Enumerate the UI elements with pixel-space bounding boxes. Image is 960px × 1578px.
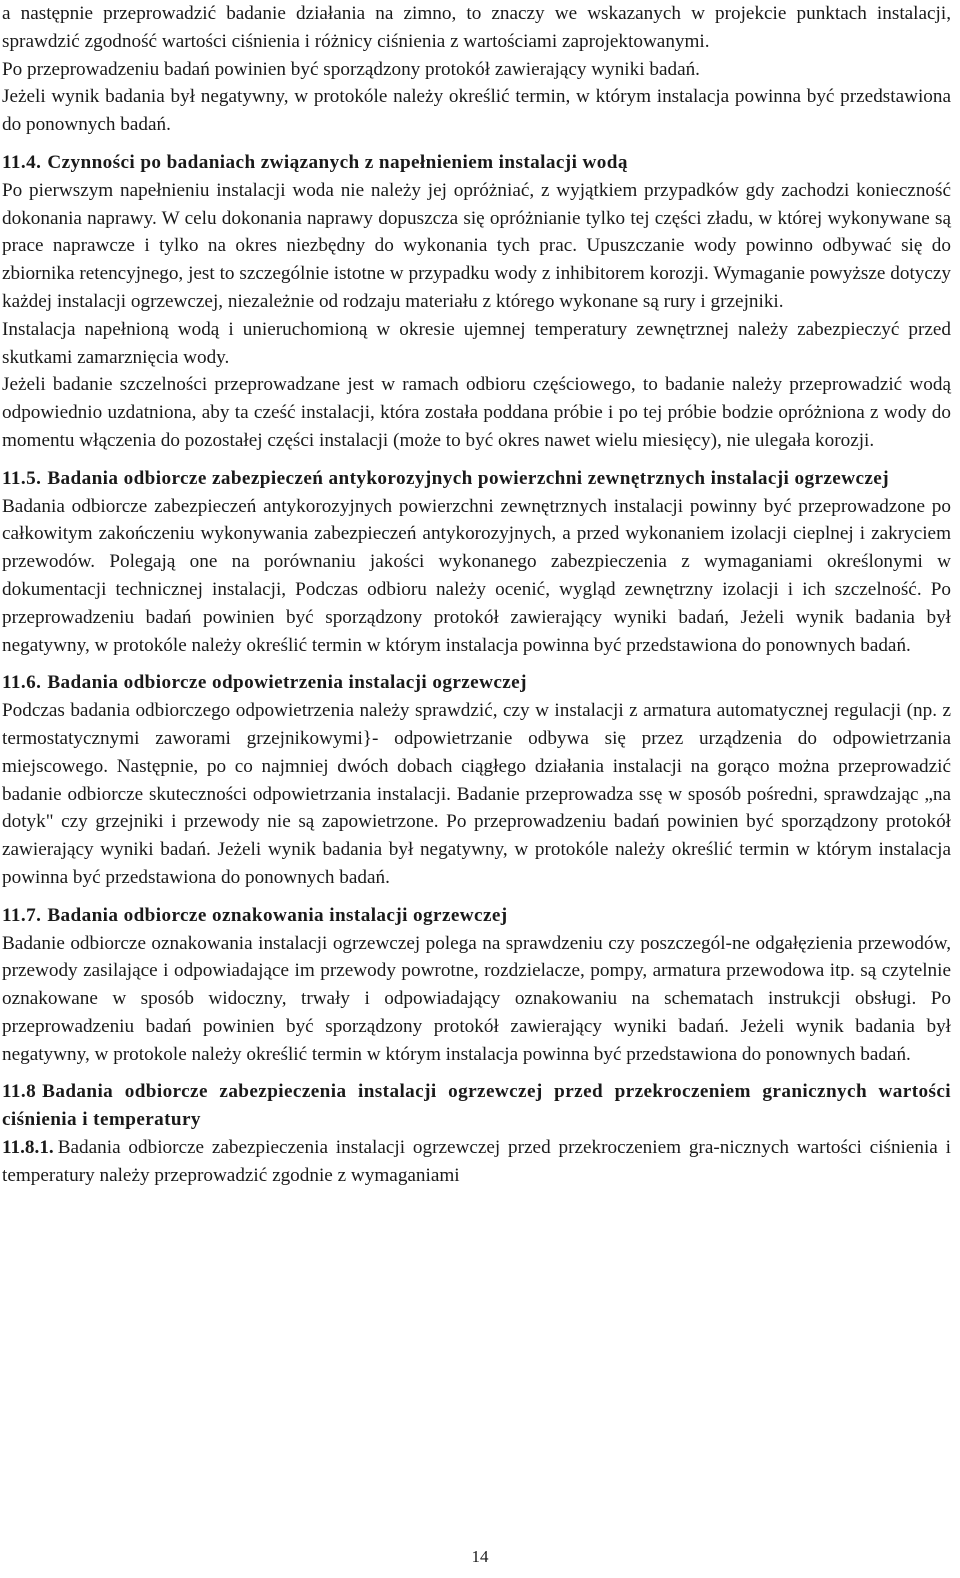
paragraph: Badanie odbiorcze oznakowania instalacji ogrzewczej polega na sprawdzeniu czy poszczegól-ne odgałęzienia przewodów, przewody zasilające i odpowiadające im przewody powrotne, rozdzielacze, pompy, armatura przewodowa itp. są czytelnie oznakowane w sposób widoczny, trwały i odpowiadający oznakowaniu na schematach instrukcji obsługi. Po przeprowadzeniu badań powinien być sporządzony protokół zawierający wyniki badań. Jeżeli wynik badania był negatywny, w protokole należy określić termin w którym instalacja powinna być przedstawiona do ponownych badań. [2,932,951,1065]
subsection-number: 11.8.1. [2,1137,54,1159]
section-11-4 [2,149,951,455]
section-number: 11.4. [2,151,42,173]
subsection-paragraph [2,1134,951,1190]
section-title: Czynności po badaniach związanych z napełnieniem instalacji wodą [47,151,628,173]
section-11-7 [2,902,951,1069]
section-heading [2,1078,951,1134]
paragraph: Jeżeli badanie szczelności przeprowadzane jest w ramach odbioru częściowego, to badanie należy przeprowadzić wodą odpowiednio uzdatniona, aby ta cześć instalacji, która została poddana próbie i po tej próbie bodzie opróżniona z wody do momentu włączenia do pozostałej części instalacji (może to być okres nawet wielu miesięcy), nie ulegała korozji. [2,374,951,451]
section-number: 11.6. [2,672,42,694]
section-title: Badania odbiorcze odpowietrzenia instalacji ogrzewczej [47,672,527,694]
paragraph: Po przeprowadzeniu badań powinien być sporządzony protokół zawierający wyniki badań. [2,58,700,80]
page-number: 14 [471,1547,489,1566]
section-heading [2,669,951,697]
section-number: 11.5. [2,467,42,489]
section-number: 11.7. [2,904,42,926]
paragraph: Badania odbiorcze zabezpieczeń antykorozyjnych powierzchni zewnętrznych instalacji powinny być przeprowadzone po całkowitym zakończeniu wykonywania zabezpieczeń antykorozyjnych, a przed wykonaniem izolacji cieplnej i zakryciem przewodów. Polegają one na porównaniu jakości wykonanego zabezpieczenia z wymaganiami określonymi w dokumentacji technicznej instalacji, Podczas odbioru należy ocenić, wygląd zewnętrzny izolacji i ich szczelność. Po przeprowadzeniu badań powinien być sporządzony protokół zawierający wyniki badań, Jeżeli wynik badania był negatywny, w protokóle należy określić termin w którym instalacja powinna być przedstawiona do ponownych badań. [2,495,951,656]
section-title: Badania odbiorcze zabezpieczenia instalacji ogrzewczej przed przekroczeniem granicznych wartości ciśnienia i temperatury [2,1081,951,1131]
section-heading [2,902,951,930]
section-heading [2,465,951,493]
section-number: 11.8 [2,1081,37,1103]
section-11-5 [2,465,951,660]
paragraph: Jeżeli wynik badania był negatywny, w protokóle należy określić termin, w którym instalacja powinna być przedstawiona do ponownych badań. [2,86,951,136]
section-title: Badania odbiorcze zabezpieczeń antykorozyjnych powierzchni zewnętrznych instalacji ogrzewczej [47,467,890,489]
document-body [2,0,951,1190]
paragraph: a następnie przeprowadzić badanie działania na zimno, to znaczy we wskazanych w projekcie punktach instalacji, sprawdzić zgodność wartości ciśnienia i różnicy ciśnienia z wartościami zaprojektowanymi. [2,3,951,52]
section-11-8 [2,1078,951,1189]
section-11-6 [2,669,951,891]
section-heading [2,149,951,177]
paragraph: Podczas badania odbiorczego odpowietrzenia należy sprawdzić, czy w instalacji z armatura automatycznej regulacji (np. z termostatycznymi zaworami grzejnikowymi}- odpowietrzanie odbywa się przez urządzenia do odpowietrzania miejscowego. Następnie, po co najmniej dwóch dobach ciągłego działania instalacji na gorąco można przeprowadzić badanie odbiorcze skuteczności odpowietrzania instalacji. Badanie przeprowadza ssę w sposób pośredni, sprawdzając „na dotyk" czy grzejniki i przewody nie są zapowietrzone. Po przeprowadzeniu badań powinien być sporządzony protokół zawierający wyniki badań. Jeżeli wynik badania był negatywny, w protokóle należy określić termin w którym instalacja powinna być przedstawiona do ponownych badań. [2,700,951,888]
section-title: Badania odbiorcze oznakowania instalacji ogrzewczej [47,904,508,926]
subsection-text: Badania odbiorcze zabezpieczenia instalacji ogrzewczej przed przekroczeniem gra-nicznych wartości ciśnienia i temperatury należy przeprowadzić zgodnie z wymaganiami [2,1137,951,1186]
paragraph: Po pierwszym napełnieniu instalacji woda nie należy jej opróżniać, z wyjątkiem przypadków gdy zachodzi konieczność dokonania naprawy. W celu dokonania naprawy dopuszcza się opróżnianie tylko tej części zładu, w której wykonywane są prace naprawcze i tylko na okres niezbędny do wykonania tych prac. Upuszczanie wody powinno odbywać się do zbiornika retencyjnego, jest to szczególnie istotne w przypadku wody z inhibitorem korozji. Wymaganie powyższe dotyczy każdej instalacji ogrzewczej, niezależnie od rodzaju materiału z którego wykonane są rury i grzejniki. [2,179,951,312]
paragraph: Instalacja napełnioną wodą i unieruchomioną w okresie ujemnej temperatury zewnętrznej należy zabezpieczyć przed skutkami zamarznięcia wody. [2,318,951,368]
